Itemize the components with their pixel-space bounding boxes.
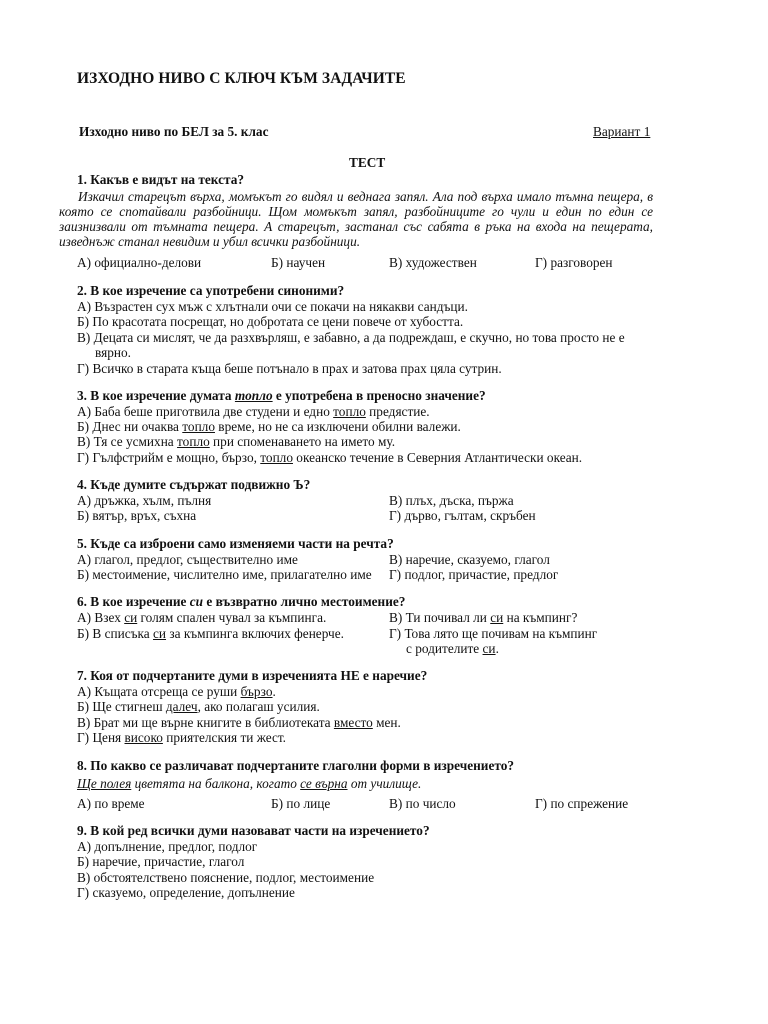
q7-c-post: мен. xyxy=(372,715,401,730)
q5-option-b: Б) местоимение, числително име, прилагателно име xyxy=(77,567,372,582)
q5-option-d: Г) подлог, причастие, предлог xyxy=(389,567,559,582)
subtitle-grade: Изходно ниво по БЕЛ за 5. клас xyxy=(79,124,269,139)
q3-option-c xyxy=(77,434,395,449)
q8-option-a: А) по време xyxy=(77,796,145,811)
q7-b-pre: Б) Ще стигнеш xyxy=(77,699,166,714)
q6-a-post: голям спален чувал за къмпинга. xyxy=(137,610,327,625)
q6-c-post: на къмпинг? xyxy=(503,610,578,625)
passage-text: Изкачил старецът върха, момъкът го видял и веднага запял. Ала под върха имало тъмна пещера, в която се спотайвали разбойници. Щом момъкът запял, разбойниците го чули и един по един се заизнизвали от тъмната пещера. А старецът, застанал със сабята в ръка на входа на пещерата, изведнъж станал невидим и убил всички разбойници. xyxy=(59,189,653,249)
q7-a-underlined: бързо xyxy=(240,684,273,699)
question-3-title xyxy=(77,388,486,403)
q8-underlined-2: се върна xyxy=(300,776,348,791)
q7-option-c xyxy=(77,715,401,730)
q4-option-c: В) плъх, дъска, пържа xyxy=(389,493,514,508)
q8-underlined-1: Ще полея xyxy=(77,776,132,791)
q3-d-underlined: топло xyxy=(260,450,293,465)
q5-option-c: В) наречие, сказуемо, глагол xyxy=(389,552,550,567)
q6-option-d: Г) Това лято ще почивам на къмпинг xyxy=(389,626,598,641)
q3-d-post: океанско течение в Северния Атлантически океан. xyxy=(292,450,583,465)
q6-b-pre: Б) В списъка xyxy=(77,626,153,641)
q6-option-d-cont xyxy=(406,641,499,656)
q2-option-c: В) Децата си мислят, че да разхвърляш, е забавно, а да подреждаш, е скучно, но това просто не е xyxy=(77,330,625,345)
q1-option-b: Б) научен xyxy=(271,255,326,270)
question-1-title: 1. Какъв е видът на текста? xyxy=(77,172,245,187)
q2-option-a: А) Възрастен сух мъж с хлътнали очи се покачи на някакви сандъци. xyxy=(77,299,468,314)
q3-c-underlined: топло xyxy=(177,434,210,449)
q1-option-a: А) официално-делови xyxy=(77,255,202,270)
q8-option-d: Г) по спрежение xyxy=(535,796,629,811)
q6-c-underlined: си xyxy=(490,610,504,625)
q4-option-d: Г) дърво, гълтам, скръбен xyxy=(389,508,536,523)
q3-c-post: при споменаването на името му. xyxy=(209,434,396,449)
q7-d-underlined: високо xyxy=(124,730,163,745)
q3-a-underlined: топло xyxy=(333,404,366,419)
q7-c-pre: В) Брат ми ще върне книгите в библиотеката xyxy=(77,715,334,730)
question-5-title: 5. Къде са изброени само изменяеми части на речта? xyxy=(77,536,394,551)
q7-d-pre: Г) Ценя xyxy=(77,730,125,745)
q3-option-d xyxy=(77,450,582,465)
q6-option-b xyxy=(77,626,344,641)
variant-label: Вариант 1 xyxy=(593,124,651,139)
q6-b-underlined: си xyxy=(152,626,167,641)
document-title: ИЗХОДНО НИВО С КЛЮЧ КЪМ ЗАДАЧИТЕ xyxy=(77,70,406,87)
q3-b-pre: Б) Днес ни очаква xyxy=(77,419,183,434)
q4-option-b: Б) вятър, връх, съхна xyxy=(77,508,197,523)
question-6-title xyxy=(77,594,405,609)
q6-title-pre: 6. В кое изречение xyxy=(77,594,190,609)
q9-option-a: А) допълнение, предлог, подлог xyxy=(77,839,258,854)
q6-title-word: си xyxy=(189,594,204,609)
q7-a-pre: А) Къщата отсреща се руши xyxy=(77,684,241,699)
q7-d-post: приятелския ти жест. xyxy=(162,730,287,745)
q2-option-d: Г) Всичко в старата къща беше потънало в прах и затова прах цяла сутрин. xyxy=(77,361,502,376)
q2-option-b: Б) По красотата посрещат, но добротата се цени повече от хубостта. xyxy=(77,314,464,329)
q7-option-b xyxy=(77,699,320,714)
q6-a-underlined: си xyxy=(124,610,138,625)
q3-title-pre: 3. В кое изречение думата xyxy=(77,388,235,403)
q7-c-underlined: вместо xyxy=(333,715,373,730)
q1-option-d: Г) разговорен xyxy=(535,255,613,270)
q6-d2-pre: с родителите xyxy=(406,641,483,656)
question-2-title: 2. В кое изречение са употребени синоними? xyxy=(77,283,345,298)
q7-b-underlined: далеч xyxy=(165,699,198,714)
q4-option-a: А) дръжка, хълм, пълня xyxy=(77,493,212,508)
q7-a-post: . xyxy=(272,684,276,699)
q6-c-pre: В) Ти почивал ли xyxy=(389,610,491,625)
q3-title-post: е употребена в преносно значение? xyxy=(272,388,486,403)
q3-b-underlined: топло xyxy=(182,419,215,434)
question-7-title: 7. Коя от подчертаните думи в изреченията НЕ е наречие? xyxy=(77,668,428,683)
question-8-title: 8. По какво се различават подчертаните глаголни форми в изречението? xyxy=(77,758,515,773)
q9-option-c: В) обстоятелствено пояснение, подлог, местоимение xyxy=(77,870,375,885)
q8-option-c: В) по число xyxy=(389,796,456,811)
q7-option-d xyxy=(77,730,286,745)
section-heading: ТЕСТ xyxy=(349,155,386,170)
q6-d2-underlined: си xyxy=(482,641,496,656)
q7-b-post: , ако полагаш усилия. xyxy=(197,699,320,714)
q9-option-b: Б) наречие, причастие, глагол xyxy=(77,854,245,869)
q3-a-post: предястие. xyxy=(365,404,430,419)
q8-sentence-post: от училище. xyxy=(347,776,422,791)
q3-title-word: топло xyxy=(234,388,273,403)
q6-title-post: е възвратно лично местоимение? xyxy=(203,594,406,609)
question-4-title: 4. Къде думите съдържат подвижно Ъ? xyxy=(77,477,311,492)
q8-sentence xyxy=(77,776,421,791)
q5-option-a: А) глагол, предлог, съществително име xyxy=(77,552,298,567)
q7-option-a xyxy=(77,684,276,699)
q3-c-pre: В) Тя се усмихна xyxy=(77,434,178,449)
question-9-title: 9. В кой ред всички думи назовават части на изречението? xyxy=(77,823,430,838)
q6-b-post: за къмпинга включих фенерче. xyxy=(166,626,344,641)
q3-option-a xyxy=(77,404,430,419)
q6-a-pre: А) Взех xyxy=(77,610,125,625)
q3-a-pre: А) Баба беше приготвила две студени и едно xyxy=(77,404,334,419)
q6-d2-post: . xyxy=(495,641,499,656)
q3-d-pre: Г) Гълфстрийм е мощно, бързо, xyxy=(77,450,261,465)
q9-option-d: Г) сказуемо, определение, допълнение xyxy=(77,885,295,900)
q3-option-b xyxy=(77,419,461,434)
q8-option-b: Б) по лице xyxy=(271,796,331,811)
q8-sentence-mid: цветята на балкона, когато xyxy=(131,776,301,791)
q1-option-c: В) художествен xyxy=(389,255,477,270)
q6-option-a xyxy=(77,610,326,625)
q6-option-c xyxy=(389,610,577,625)
q3-b-post: време, но не са изключени обилни валежи. xyxy=(214,419,461,434)
q2-option-c-cont: вярно. xyxy=(95,345,131,360)
question-1-passage xyxy=(59,189,653,249)
